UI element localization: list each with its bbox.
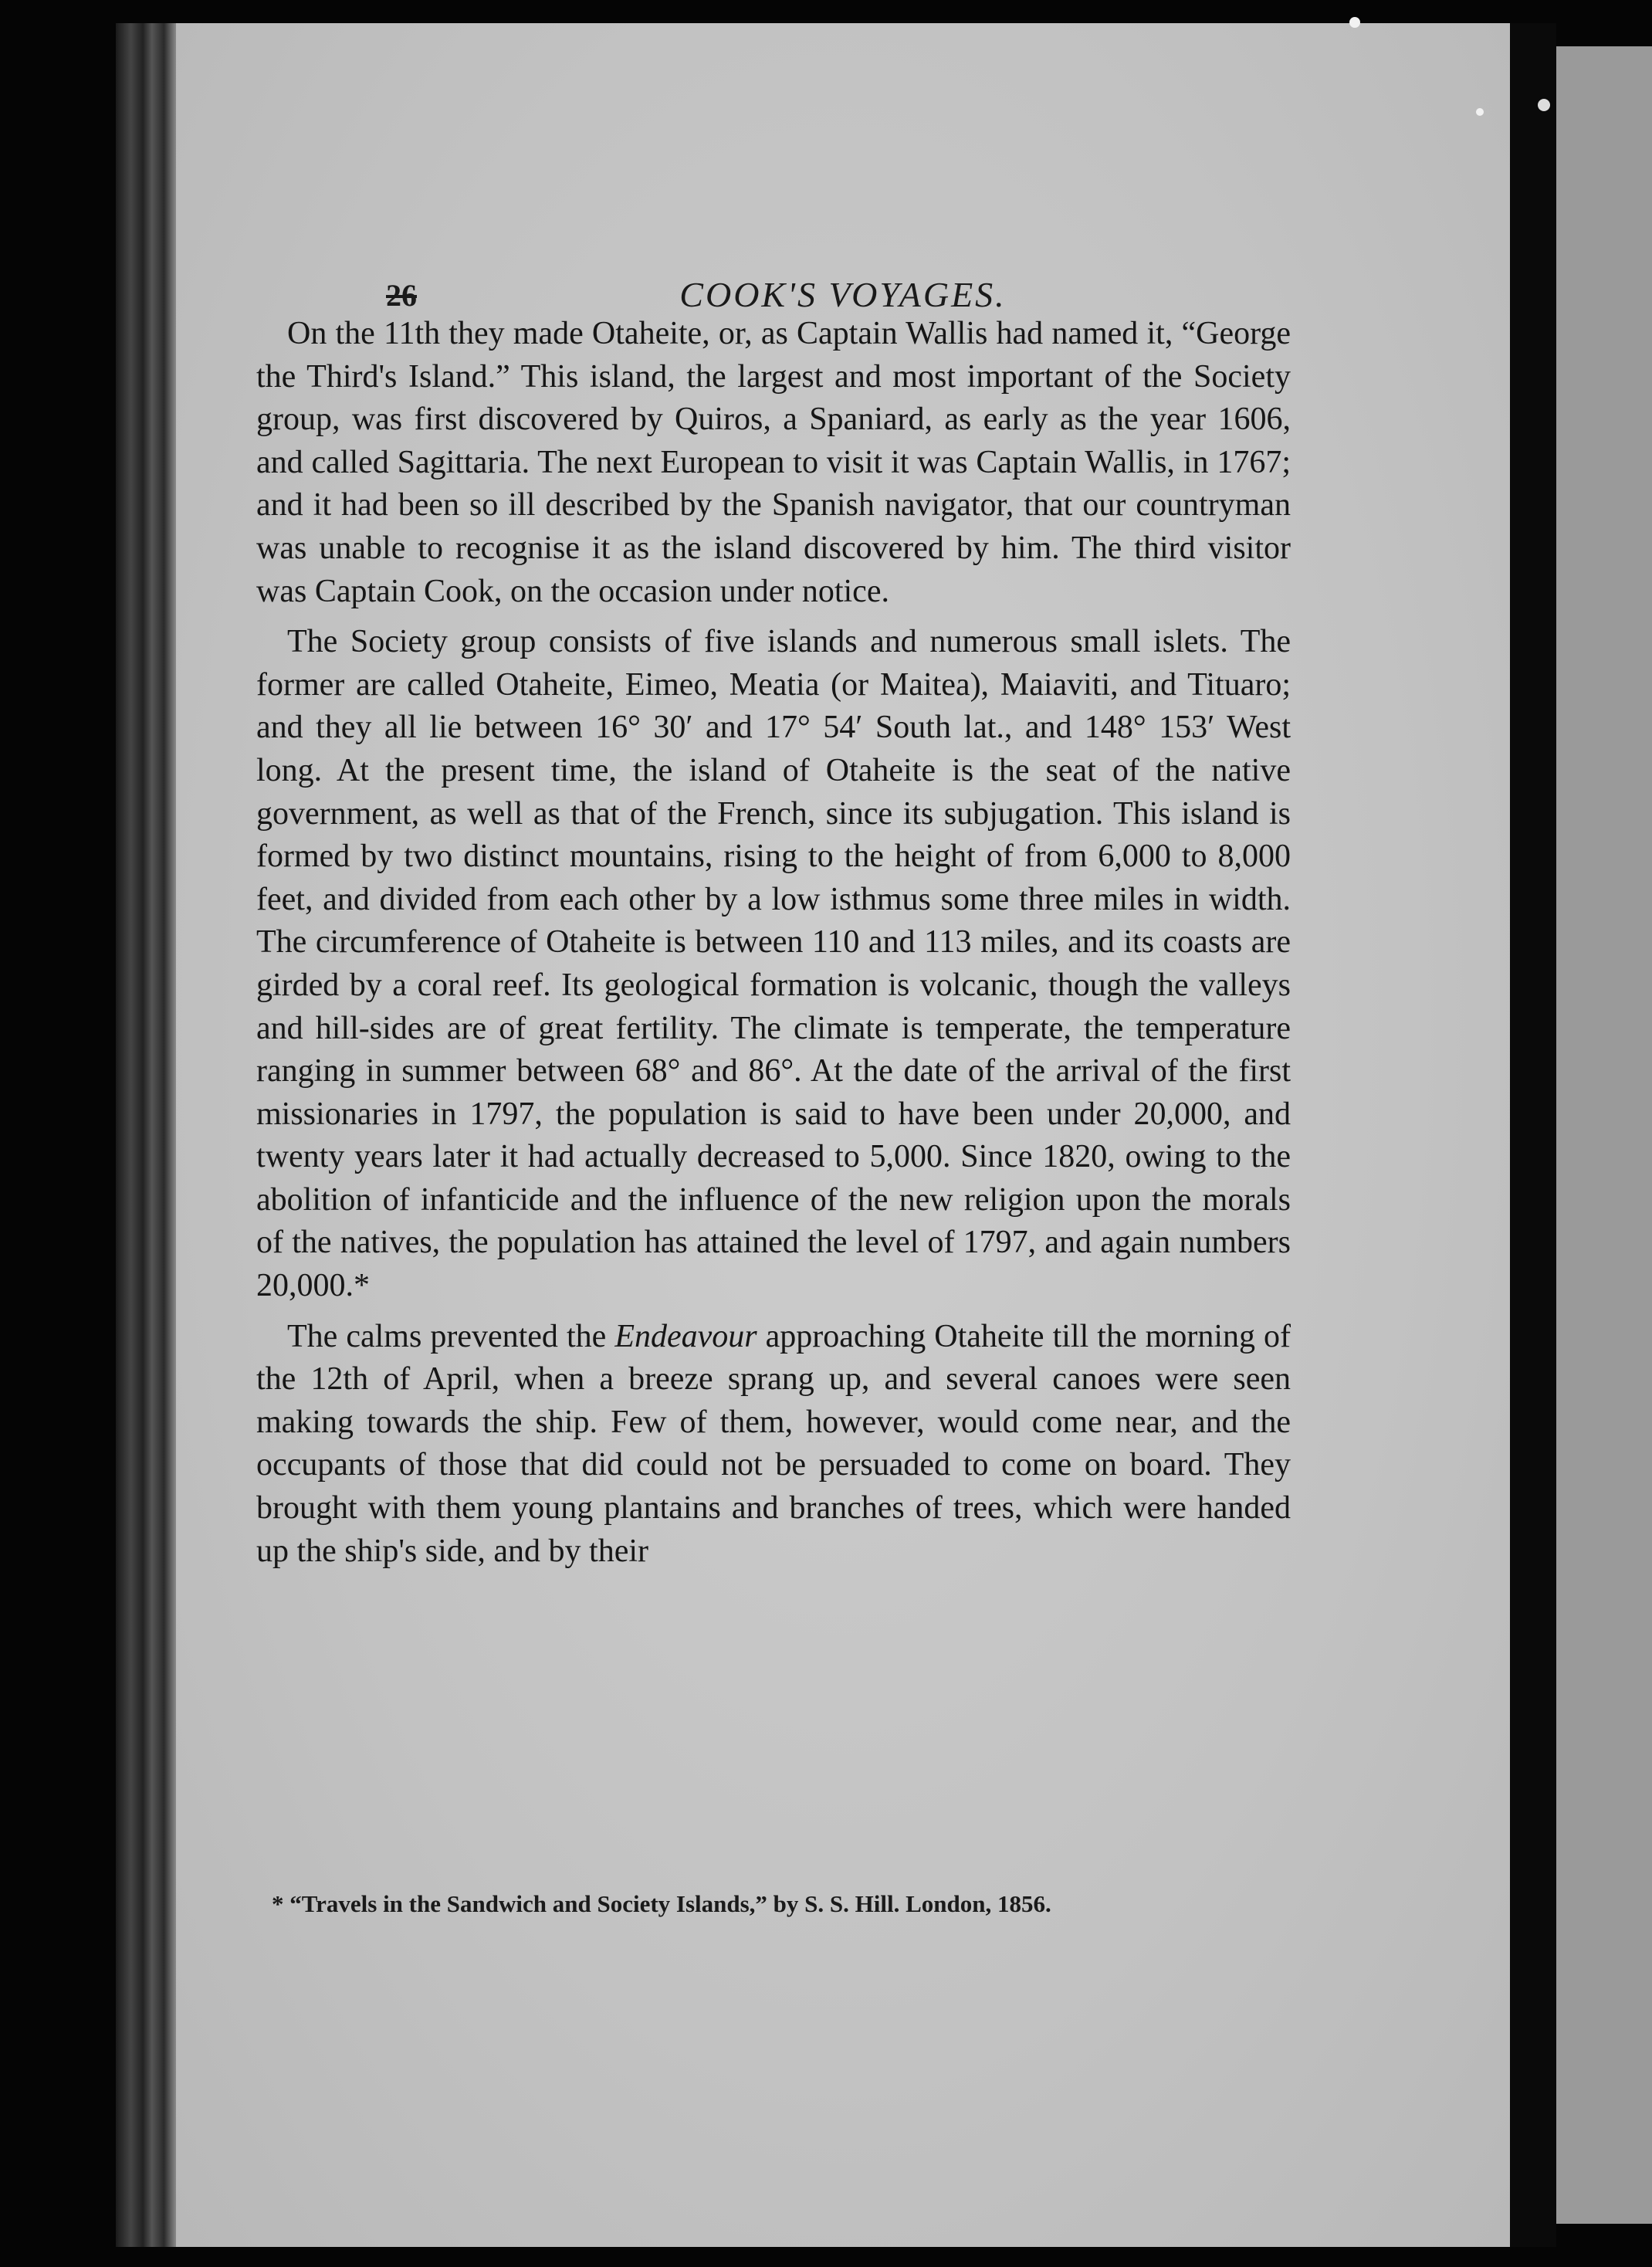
dust-speck — [1538, 99, 1550, 111]
paragraph-1: On the 11th they made Otaheite, or, as Captain Wallis had named it, “George the Third's Island.” This island, the largest and most important of the Society group, was first discovered by Quiros, a Spaniard, as early as the year 1606, and called Sagittaria. The next European to visit it was Captain Wallis, in 1767; and it had been so ill described by the Spanish navigator, that our countryman was unable to recognise it as the island discovered by him. The third visitor was Captain Cook, on the occasion under notice. — [256, 316, 1291, 609]
dust-speck — [1476, 108, 1484, 116]
body-text — [256, 313, 1291, 1573]
page-number: 26 — [386, 278, 417, 313]
paragraph-3-before: The calms prevented the — [287, 1318, 615, 1354]
ship-name: Endeavour — [614, 1318, 757, 1354]
paragraph-3 — [256, 1316, 1291, 1574]
footnote: * “Travels in the Sandwich and Society Islands,” by S. S. Hill. London, 1856. — [272, 1890, 1051, 1917]
paragraph-3-after: approaching Otaheite till the morning of the 12th of April, when a breeze sprang up, and several canoes were seen making towards the ship. Few of them, however, would come near, and the occupants of those that did could not be persuaded to come on board. They brought with them young plantains and branches of trees, which were handed up the ship's side, and by their — [256, 1318, 1291, 1569]
paragraph-2: The Society group consists of five islands and numerous small islets. The former are called Otaheite, Eimeo, Meatia (or Maitea), Maiaviti, and Tituaro; and they all lie between 16° 30′ and 17° 54′ South lat., and 148° 153′ West long. At the present time, the island of Otaheite is the seat of the native government, as well as that of the French, since its subjugation. This island is formed by two distinct mountains, rising to the height of from 6,000 to 8,000 feet, and divided from each other by a low isthmus some three miles in width. The circumference of Otaheite is between 110 and 113 miles, and its coasts are girded by a coral reef. Its geological formation is volcanic, though the valleys and hill-sides are of great fertility. The climate is temperate, the temperature ranging in summer between 68° and 86°. At the date of the arrival of the first missionaries in 1797, the population is said to have been under 20,000, and twenty years later it had actually decreased to 5,000. Since 1820, owing to the abolition of infanticide and the influence of the new religion upon the morals of the natives, the population has attained the level of 1797, and again numbers 20,000.* — [256, 624, 1291, 1304]
book-gutter — [116, 23, 176, 2247]
dust-speck — [1349, 17, 1360, 28]
running-head: COOK'S VOYAGES. — [679, 275, 1007, 314]
next-page-edge — [1556, 46, 1652, 2224]
page-edge-shadow — [1510, 23, 1556, 2247]
